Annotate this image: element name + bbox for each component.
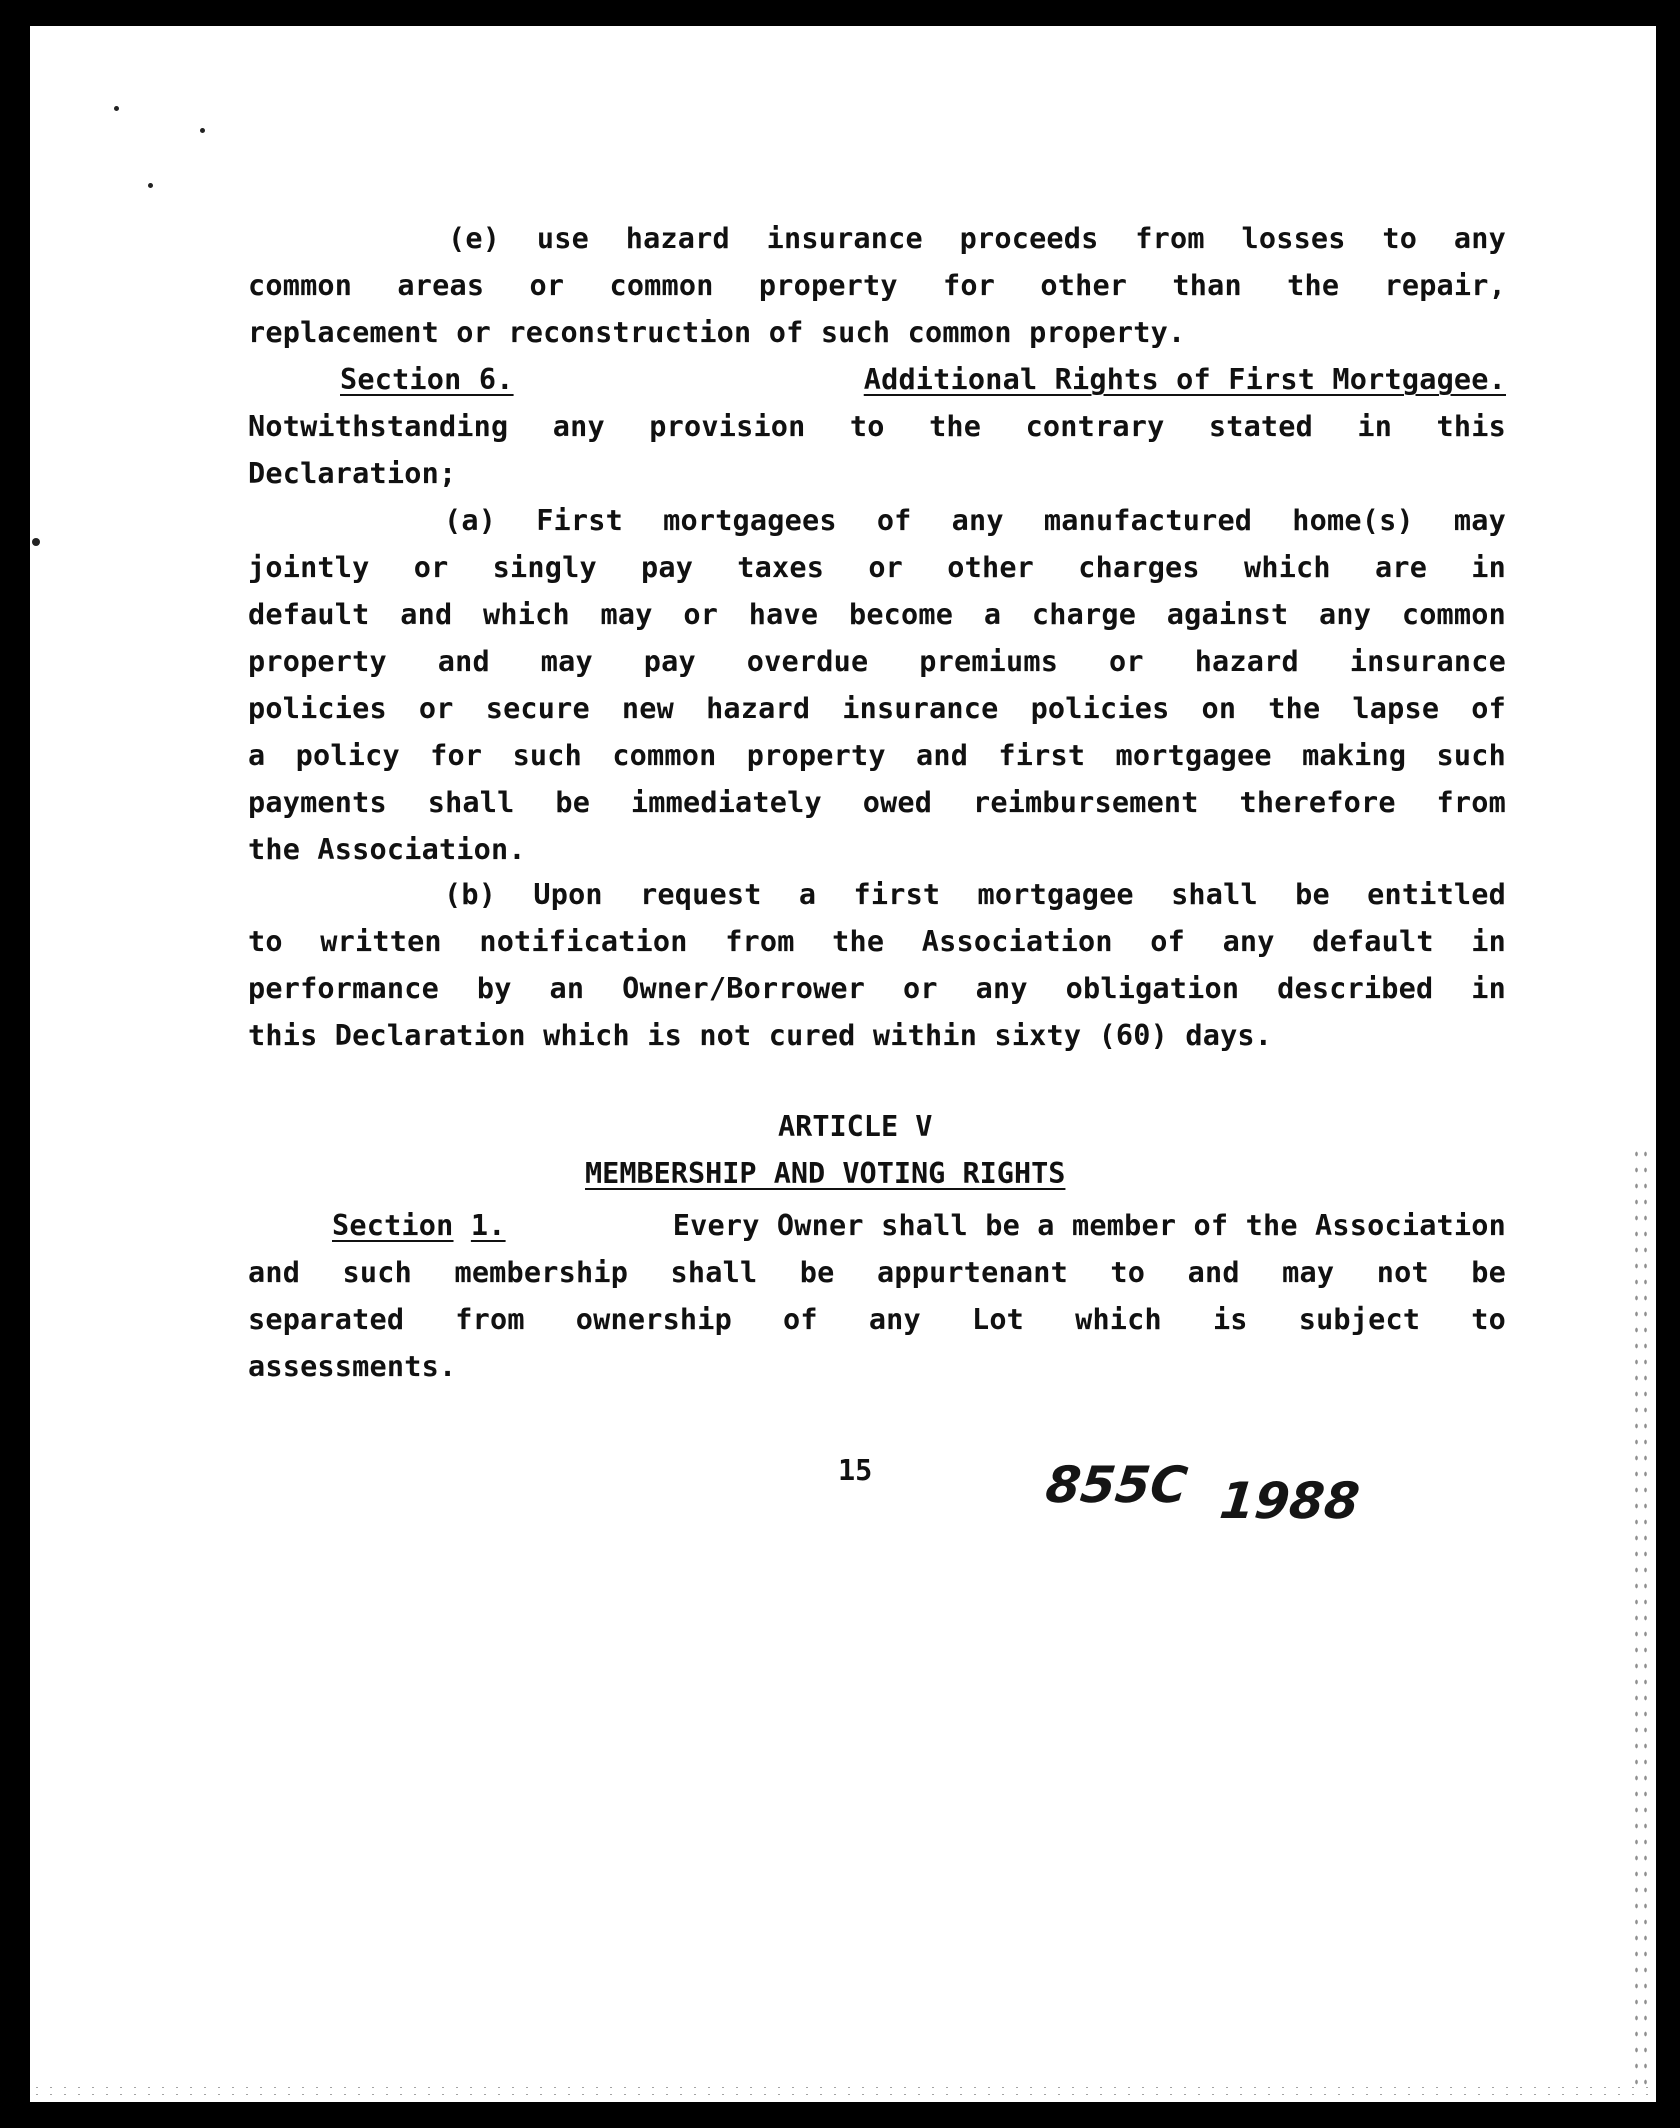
paragraph-e-line: replacement or reconstruction of such common property. [248,316,1186,349]
paragraph-a-line: policies or secure new hazard insurance policies on the lapse of [248,692,1506,725]
paragraph-e-line: common areas or common property for other than the repair, [248,269,1506,302]
paragraph-b-line: to written notification from the Association of any default in [248,925,1506,958]
handwritten-year: 1988 [1216,1472,1363,1530]
page-number: 15 [838,1454,873,1487]
section-1-first-line [332,1209,1506,1242]
scan-speck [148,183,153,188]
section-1-line: and such membership shall be appurtenant to and may not be [248,1256,1506,1289]
paragraph-b-line: this Declaration which is not cured within sixty (60) days. [248,1019,1273,1052]
section-6-heading [340,363,1506,396]
paragraph-a-line: payments shall be immediately owed reimbursement therefore from [248,786,1506,819]
paragraph-b-line: performance by an Owner/Borrower or any obligation described in [248,972,1506,1005]
scan-noise-right [1632,1146,1650,2086]
scan-speck [114,106,119,111]
paragraph-a-line: a policy for such common property and first mortgagee making such [248,739,1506,772]
paragraph-a-line: property and may pay overdue premiums or hazard insurance [248,645,1506,678]
section-1-line: assessments. [248,1350,457,1383]
paragraph-e-line: (e) use hazard insurance proceeds from losses to any [448,222,1506,255]
section-1-line: separated from ownership of any Lot which is subject to [248,1303,1506,1336]
section-6-line: Notwithstanding any provision to the contrary stated in this [248,410,1506,443]
paragraph-a-line: the Association. [248,833,526,866]
paragraph-a-line: (a) First mortgagees of any manufactured home(s) may [444,504,1506,537]
section-6-label: Section 6. [340,363,514,396]
paragraph-a-line: default and which may or have become a charge against any common [248,598,1506,631]
section-1-label: Section [332,1209,454,1242]
section-6-line: Declaration; [248,457,457,490]
scan-speck [200,128,205,133]
scan-noise-bottom [30,2084,1656,2098]
section-1-number: 1. [470,1209,506,1242]
paragraph-a-line: jointly or singly pay taxes or other charges which are in [248,551,1506,584]
article-heading: ARTICLE V [778,1110,933,1143]
article-subheading: MEMBERSHIP AND VOTING RIGHTS [585,1157,1066,1190]
handwritten-annotation: 855C [1042,1456,1191,1514]
paragraph-b-line: (b) Upon request a first mortgagee shall be entitled [444,878,1506,911]
scan-speck [32,538,40,546]
section-1-text: Every Owner shall be a member of the Association [672,1209,1506,1242]
document-page [30,26,1656,2102]
section-6-title: Additional Rights of First Mortgagee. [863,363,1506,396]
